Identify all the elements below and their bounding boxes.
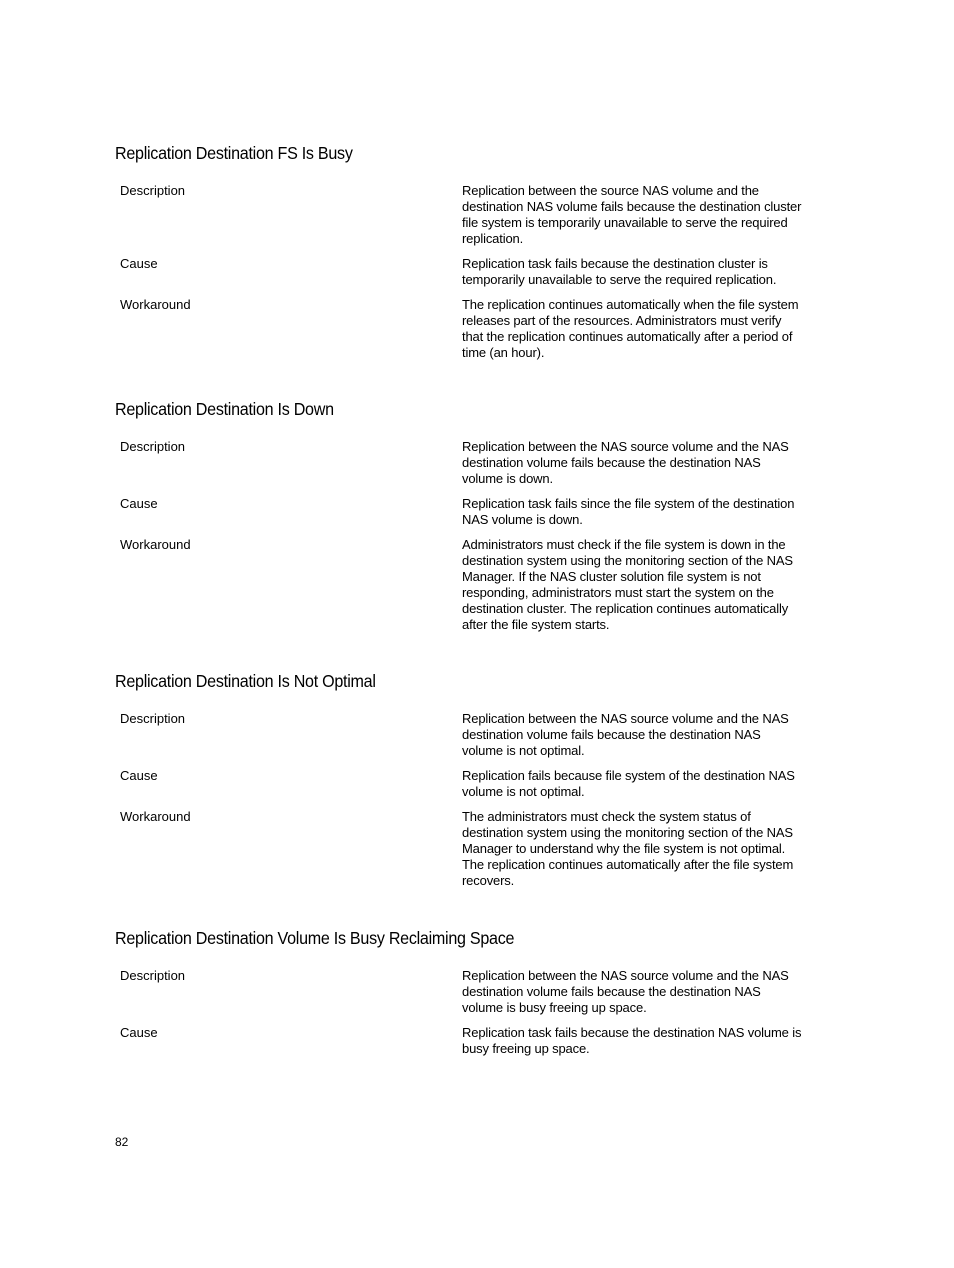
row-value: Replication between the NAS source volume and the NAS destination volume fails because the destination NAS volume is down.	[462, 439, 789, 486]
section-reclaiming-space	[115, 927, 815, 1066]
row-label: Workaround	[120, 809, 191, 824]
row-label: Description	[120, 968, 186, 983]
row-label: Cause	[120, 256, 158, 271]
section-not-optimal	[115, 670, 815, 898]
table-row	[115, 968, 815, 1016]
row-value: Administrators must check if the file system is down in the destination system using the monitoring section of the NAS Manager. If the NAS cluster solution file system is not responding, administrators must start the system on the destination cluster. The replication continues automatically after the file system starts.	[462, 537, 793, 632]
row-value: Replication task fails since the file system of the destination NAS volume is down.	[462, 496, 795, 527]
table-row	[115, 183, 815, 247]
row-value: Replication fails because file system of the destination NAS volume is not optimal.	[462, 768, 795, 799]
row-label: Description	[120, 439, 186, 454]
page-number: 82	[115, 1135, 129, 1149]
row-label: Cause	[120, 496, 158, 511]
row-value: Replication between the NAS source volume and the NAS destination volume fails because the destination NAS volume is not optimal.	[462, 711, 789, 758]
section-title: Replication Destination Is Not Optimal	[115, 671, 376, 691]
row-label: Workaround	[120, 537, 191, 552]
table-row	[115, 496, 815, 528]
table-row	[115, 439, 815, 487]
row-value: Replication task fails because the destination cluster is temporarily unavailable to serve the required replication.	[462, 256, 777, 287]
table-row	[115, 537, 815, 633]
table-row	[115, 297, 815, 361]
row-value: Replication between the NAS source volume and the NAS destination volume fails because the destination NAS volume is busy freeing up space.	[462, 968, 789, 1015]
table-row	[115, 256, 815, 288]
definition-table	[115, 711, 815, 889]
row-label: Cause	[120, 768, 158, 783]
row-value: Replication task fails because the destination NAS volume is busy freeing up space.	[462, 1025, 802, 1056]
row-value: The administrators must check the system status of destination system using the monitoring section of the NAS Manager to understand why the file system is not optimal. The replication continues automatically after the file system recovers.	[462, 809, 794, 888]
row-label: Cause	[120, 1025, 158, 1040]
section-title: Replication Destination Volume Is Busy Reclaiming Space	[115, 928, 515, 948]
row-label: Description	[120, 711, 186, 726]
section-title: Replication Destination Is Down	[115, 399, 334, 419]
section-fs-busy	[115, 142, 815, 370]
table-row	[115, 768, 815, 800]
row-value: The replication continues automatically when the file system releases part of the resources. Administrators must verify that the replication continues automatically after a period of time (an hour).	[462, 297, 799, 360]
table-row	[115, 711, 815, 759]
row-value: Replication between the source NAS volume and the destination NAS volume fails because the destination cluster file system is temporarily unavailable to serve the required replication.	[462, 183, 802, 246]
section-destination-down	[115, 398, 815, 642]
row-label: Workaround	[120, 297, 191, 312]
definition-table	[115, 968, 815, 1057]
table-row	[115, 809, 815, 889]
section-title: Replication Destination FS Is Busy	[115, 143, 353, 163]
row-label: Description	[120, 183, 186, 198]
definition-table	[115, 439, 815, 633]
definition-table	[115, 183, 815, 361]
table-row	[115, 1025, 815, 1057]
